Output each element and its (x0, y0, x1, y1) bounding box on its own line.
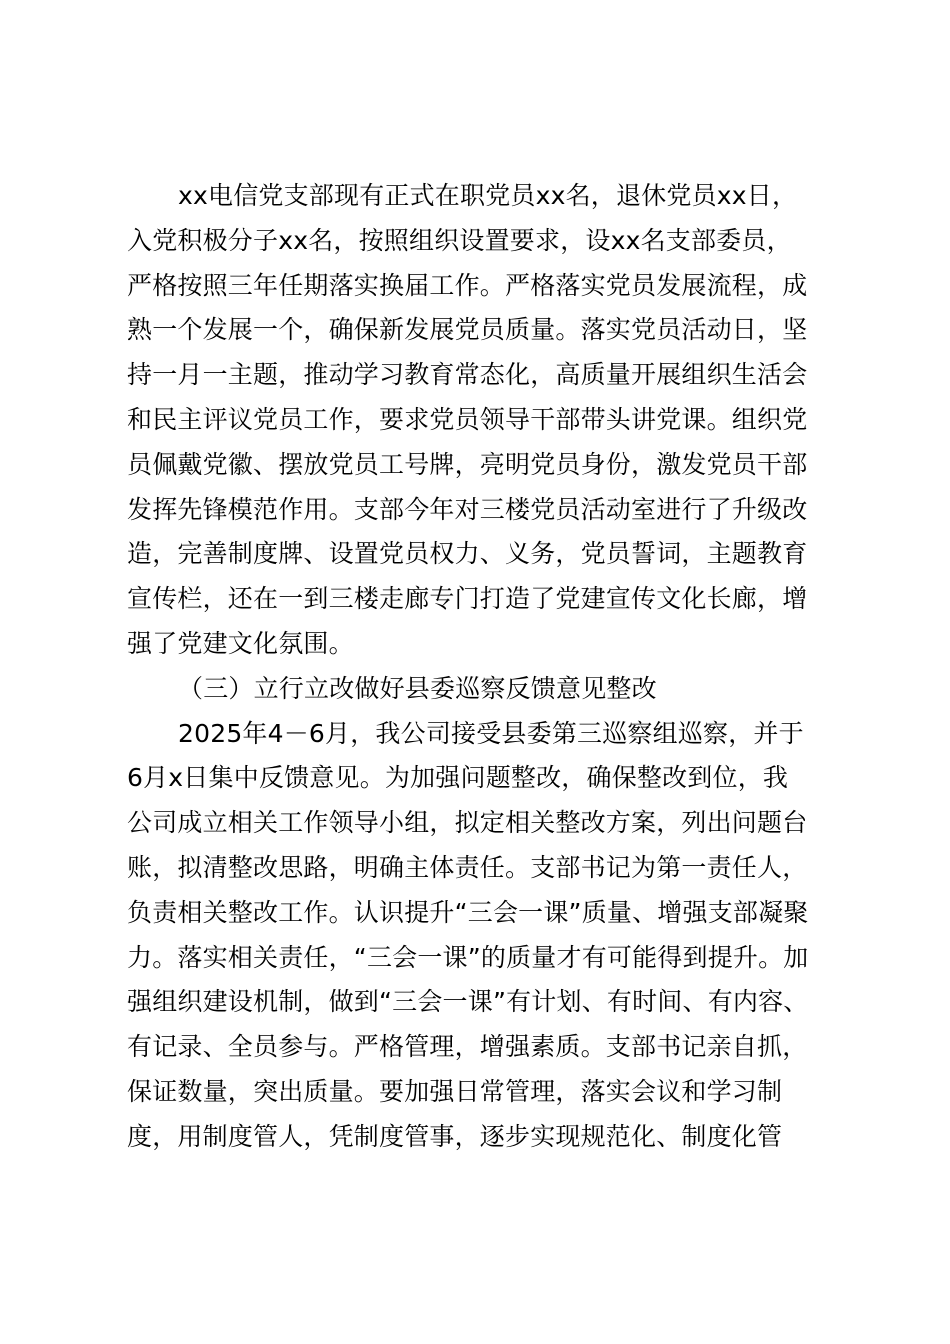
paragraph-party-branch-overview (127, 174, 832, 667)
text-line: 员佩戴党徽、摆放党员工号牌，亮明党员身份，激发党员干部 (127, 449, 808, 479)
text-line: 入党积极分子xx名，按照组织设置要求，设xx名支部委员， (127, 225, 792, 255)
text-line: 度，用制度管人，凭制度管事，逐步实现规范化、制度化管 (127, 1121, 783, 1151)
text-line: 熟一个发展一个，确保新发展党员质量。落实党员活动日，坚 (127, 315, 808, 345)
document-body (127, 174, 832, 1160)
text-line: 和民主评议党员工作，要求党员领导干部带头讲党课。组织党 (127, 404, 808, 434)
text-line: 宣传栏，还在一到三楼走廊专门打造了党建宣传文化长廊，增 (127, 584, 808, 614)
text-line: 强了党建文化氛围。 (127, 628, 354, 658)
text-line: xx电信党支部现有正式在职党员xx名，退休党员xx日， (178, 181, 798, 210)
text-line: 力。落实相关责任，“三会一课”的质量才有可能得到提升。加 (127, 942, 809, 972)
text-line: 严格按照三年任期落实换届工作。严格落实党员发展流程，成 (127, 270, 808, 300)
section-heading: （三）立行立改做好县委巡察反馈意见整改 (178, 673, 657, 703)
text-line: 负责相关整改工作。认识提升“三会一课”质量、增强支部凝聚 (127, 897, 809, 927)
text-line: 公司成立相关工作领导小组，拟定相关整改方案，列出问题台 (127, 808, 808, 838)
text-line: 有记录、全员参与。严格管理，增强素质。支部书记亲自抓， (127, 1032, 808, 1062)
text-line: 2025年4－6月，我公司接受县委第三巡察组巡察，并于 (178, 718, 804, 748)
paragraph-inspection-rectification (127, 712, 832, 1160)
text-line: 强组织建设机制，做到“三会一课”有计划、有时间、有内容、 (127, 987, 809, 1017)
text-line: 6月x日集中反馈意见。为加强问题整改，确保整改到位，我 (127, 763, 789, 793)
text-line: 造，完善制度牌、设置党员权力、义务，党员誓词，主题教育 (127, 539, 808, 569)
text-line: 持一月一主题，推动学习教育常态化，高质量开展组织生活会 (127, 360, 808, 390)
text-line: 账，拟清整改思路，明确主体责任。支部书记为第一责任人， (127, 852, 808, 882)
text-line: 发挥先锋模范作用。支部今年对三楼党员活动室进行了升级改 (127, 494, 808, 524)
text-line: 保证数量，突出质量。要加强日常管理，落实会议和学习制 (127, 1076, 783, 1106)
